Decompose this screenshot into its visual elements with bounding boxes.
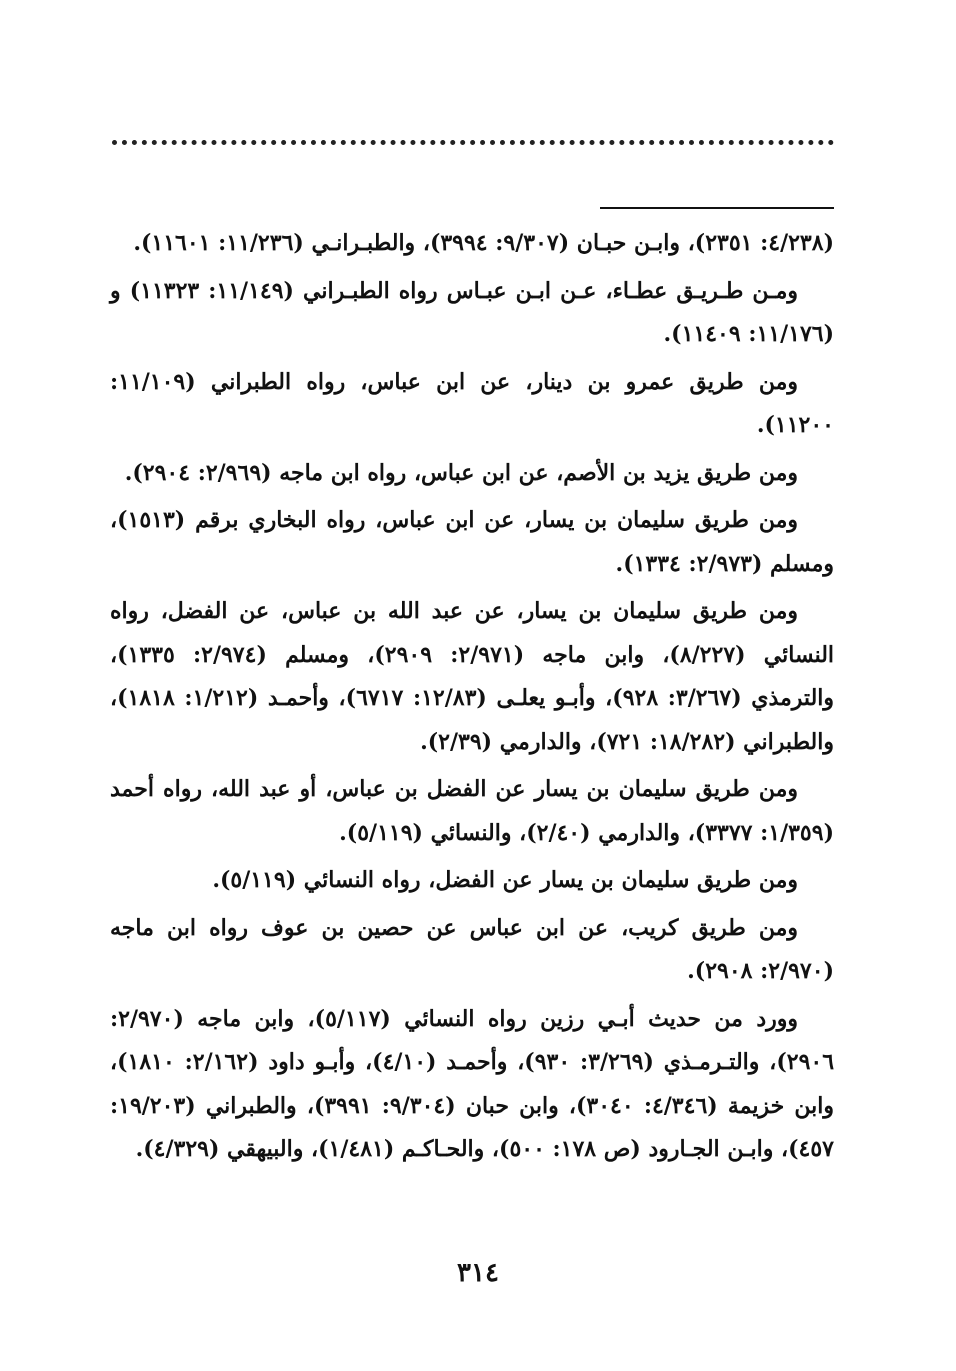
- paragraph: (٤/٢٣٨: ٢٣٥١)، وابـن حبـان (٩/٣٠٧: ٣٩٩٤)، والطبـرانـي (١١/٢٣٦: ١١٦٠١).: [133, 230, 834, 256]
- footnote-text: [110, 222, 834, 1176]
- paragraph: ومن طريق سليمان بن يسار، عن ابن عباس، رواه البخاري برقم (١٥١٣)، ومسلم (٢/٩٧٣: ١٣٣٤).: [110, 507, 834, 577]
- paragraph: ومن طريق كريب، عن ابن عباس عن حصين بن عوف رواه ابن ماجه (٢/٩٧٠: ٢٩٠٨).: [110, 914, 834, 984]
- paragraph: ومن طريق سليمان بن يسار عن الفضل بن عباس، أو عبد الله، رواه أحمد (١/٣٥٩: ٣٣٧٧)، والدارمي (٢/٤٠)، والنسائي (٥/١١٩).: [110, 776, 834, 846]
- paragraph: ومن طريق سليمان بن يسار عن الفضل، رواه النسائي (٥/١١٩).: [212, 867, 798, 893]
- footnote-rule: [600, 207, 834, 209]
- paragraph: ومن طريق يزيد بن الأصم، عن ابن عباس، رواه ابن ماجه (٢/٩٦٩: ٢٩٠٤).: [124, 459, 798, 486]
- paragraph: ومن طريق عمرو بن دينار، عن ابن عباس، رواه الطبراني (١١/١٠٩: ١١٢٠٠).: [110, 368, 834, 438]
- paragraph: وورد من حديث أبـي رزين رواه النسائي (٥/١١٧)، وابن ماجه (٢/٩٧٠: ٢٩٠٦)، والتـرمـذي (٣/٢٦٩: ٩٣٠)، وأحمـد (٤/١٠)، وأبـو داود (٢/١٦٢: ١٨١٠)، وابن خزيمة (٤/٣٤٦: ٣٠٤٠)، وابن حبان (٩/٣٠٤: ٣٩٩١)، والطبراني (١٩/٢٠٣: ٤٥٧)، وابـن الجـارود (ص ١٧٨: ٥٠٠)، والحـاكـم (١/٤٨١)، والبيهقي (٤/٣٢٩).: [110, 1005, 835, 1162]
- paragraph: ومن طريق سليمان بن يسار، عن عبد الله بن عباس، عن الفضل، رواه النسائي (٨/٢٢٧)، وابن ماجه (٢/٩٧١: ٢٩٠٩)، ومسلم (٢/٩٧٤: ١٣٣٥)، والترمذي (٣/٢٦٧: ٩٢٨)، وأبـو يعلـى (١٢/٨٣: ٦٧١٧)، وأحمـد (١/٢١٢: ١٨١٨)، والطبراني (١٨/٢٨٢: ٧٢١)، والدارمي (٢/٣٩).: [110, 598, 835, 755]
- page-number: ٣١٤: [457, 1258, 499, 1288]
- paragraph: ومـن طـريـق عطـاء، عـن ابـن عبـاس رواه الطبـراني (١١/١٤٩: ١١٣٢٣) و (١١/١٧٦: ١١٤٠٩).: [110, 277, 834, 347]
- dotted-separator: [112, 140, 834, 147]
